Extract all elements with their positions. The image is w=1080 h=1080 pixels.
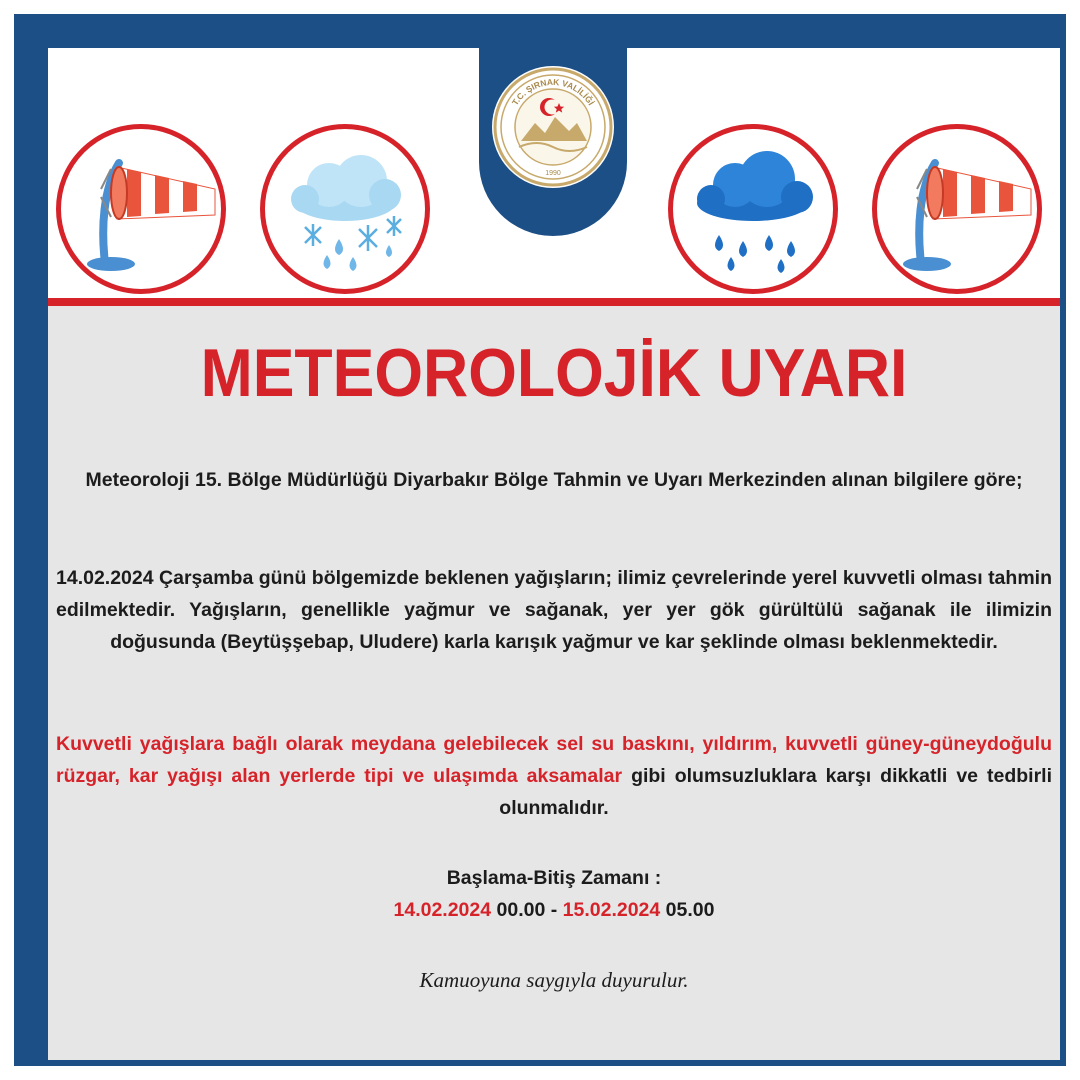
- timing-range: [56, 894, 1052, 926]
- heavy-rain-cloud-icon: [668, 124, 838, 294]
- header-divider: [48, 298, 1060, 306]
- forecast-paragraph: 14.02.2024 Çarşamba günü bölgemizde beklenen yağışların; ilimiz çevrelerinde yerel kuvvetli olması tahmin edilmektedir. Yağışların, genellikle yağmur ve sağanak, yer yer gök gürültülü sağanak ile ilimizin doğusunda (Beytüşşebap, Uludere) karla karışık yağmur ve kar şeklinde olması beklenmektedir.: [56, 567, 1052, 653]
- outer-frame: [14, 14, 1066, 1066]
- snow-rain-cloud-icon: [260, 124, 430, 294]
- end-time: 05.00: [660, 899, 715, 921]
- start-date: 14.02.2024: [393, 899, 492, 921]
- warning-rest: gibi olumsuzluklara karşı dikkatli ve tedbirli olunmalıdır.: [499, 765, 1052, 819]
- intro-paragraph: Meteoroloji 15. Bölge Müdürlüğü Diyarbakır Bölge Tahmin ve Uyarı Merkezinden alınan bilgilere göre;: [85, 469, 1023, 491]
- seal-year: 1990: [545, 170, 561, 177]
- windsock-icon: [872, 124, 1042, 294]
- windsock-icon: [56, 124, 226, 294]
- sirnak-governorship-seal: [491, 65, 615, 189]
- warning-highlight: Kuvvetli yağışlara bağlı olarak meydana gelebilecek sel su baskını, yıldırım, kuvvetli güney-güneydoğulu rüzgar, kar yağışı alan yerlerde tipi ve ulaşımda aksamalar: [56, 733, 1052, 787]
- timing-label: Başlama-Bitiş Zamanı :: [446, 867, 662, 889]
- end-date: 15.02.2024: [562, 899, 661, 921]
- closing-note: Kamuoyuna saygıyla duyurulur.: [419, 968, 689, 992]
- start-time: 00.00 -: [491, 899, 563, 921]
- warning-paragraph: [56, 728, 1052, 824]
- header-band: [48, 48, 1060, 298]
- seal-top-text: T.C. ŞIRNAK VALİLİĞİ: [509, 76, 597, 108]
- announcement-card: [48, 48, 1060, 1060]
- page-title: METEOROLOJİK UYARI: [200, 335, 908, 411]
